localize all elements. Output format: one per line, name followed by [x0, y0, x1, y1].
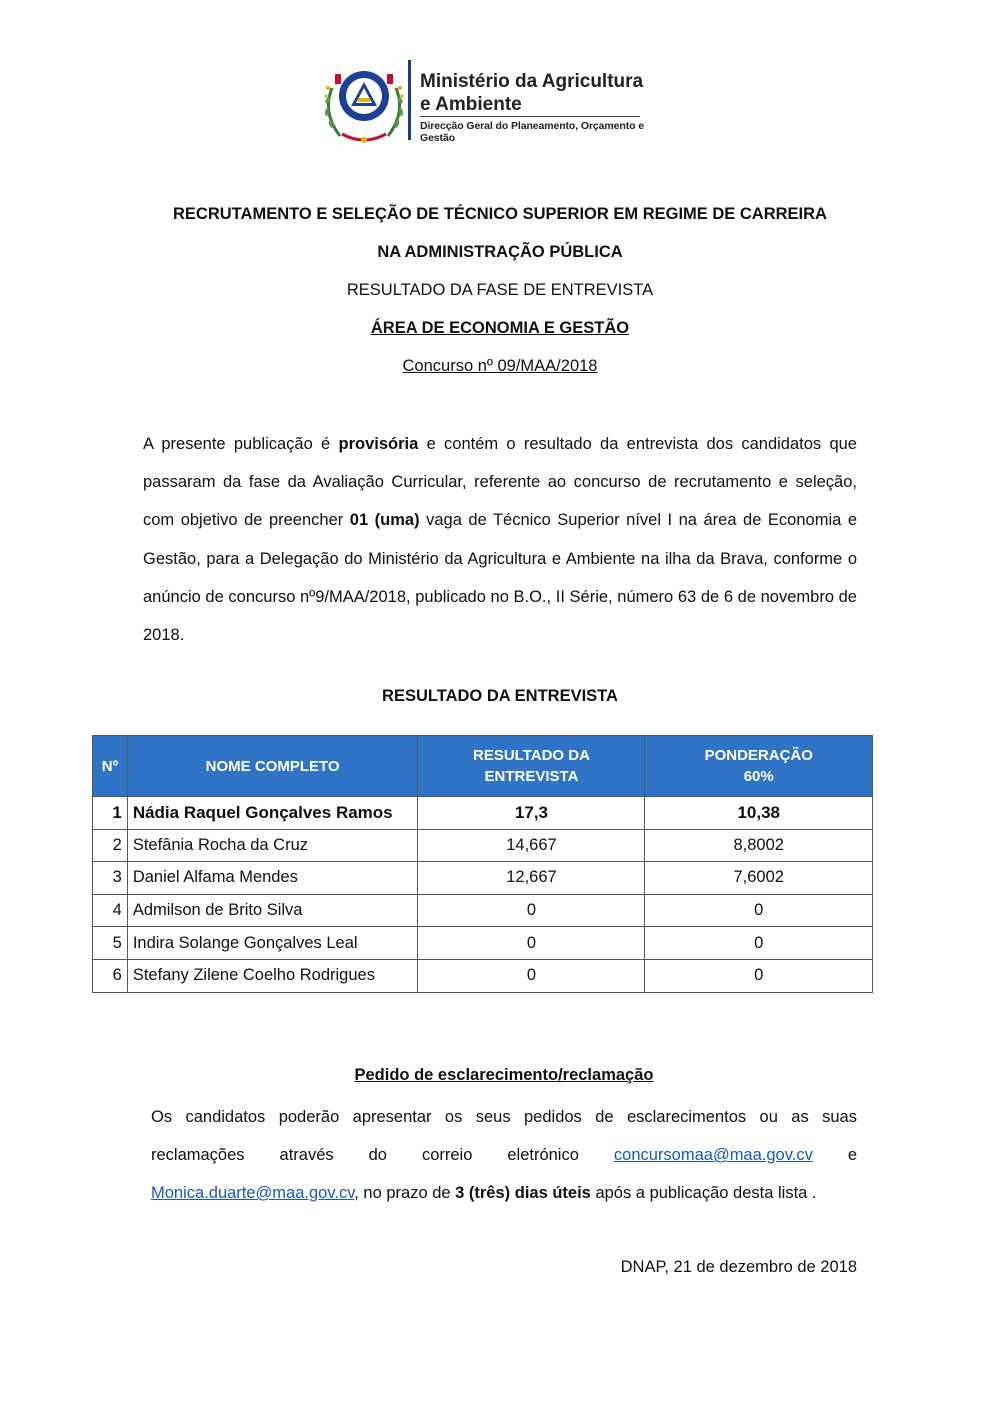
ministry-name	[420, 70, 643, 116]
table-row	[93, 862, 873, 895]
row-number: 4	[93, 894, 128, 927]
directorate-name: Direcção Geral do Planeamento, Orçamento e Gestão	[420, 120, 644, 144]
claims-text-1: Os candidatos poderão apresentar os seus pedidos de esclarecimentos ou as suas reclamações através do correio eletrónico	[151, 1108, 857, 1164]
claims-text-4: após a publicação desta lista .	[590, 1184, 817, 1202]
date-line: DNAP, 21 de dezembro de 2018	[620, 1258, 857, 1276]
interview-result: 14,667	[418, 829, 645, 862]
candidate-name: Stefany Zilene Coelho Rodrigues	[127, 959, 418, 992]
interview-result: 0	[418, 894, 645, 927]
email-link-concursos[interactable]: concursomaa@maa.gov.cv	[613, 1146, 813, 1164]
intro-paragraph	[143, 425, 857, 654]
col-result	[418, 736, 645, 797]
ministry-line-2: e Ambiente	[420, 94, 522, 115]
title-line-3: RESULTADO DA FASE DE ENTREVISTA	[346, 281, 654, 299]
interview-result: 0	[418, 927, 645, 960]
row-number: 5	[93, 927, 128, 960]
title-line-1: RECRUTAMENTO E SELEÇÃO DE TÉCNICO SUPERIOR EM REGIME DE CARREIRA	[173, 205, 827, 223]
coat-of-arms-icon	[318, 58, 410, 148]
concurso-number: Concurso nº 09/MAA/2018	[402, 357, 598, 375]
table-row	[93, 894, 873, 927]
candidate-name: Stefânia Rocha da Cruz	[127, 829, 418, 862]
intro-text-1: A presente publicação é	[143, 435, 339, 453]
row-number: 2	[93, 829, 128, 862]
weighted-score: 10,38	[645, 797, 873, 830]
row-number: 3	[93, 862, 128, 895]
interview-result: 12,667	[418, 862, 645, 895]
interview-result: 0	[418, 959, 645, 992]
ministry-line-1: Ministério da Agricultura	[420, 71, 644, 92]
col-weighting-line-1: PONDERAÇÃO	[704, 747, 813, 764]
intro-provisional: provisória	[338, 435, 419, 453]
col-result-line-2: ENTREVISTA	[484, 768, 579, 785]
row-number: 1	[93, 797, 128, 830]
table-row	[93, 959, 873, 992]
title-line-2: NA ADMINISTRAÇÃO PÚBLICA	[377, 243, 623, 261]
candidate-name: Nádia Raquel Gonçalves Ramos	[127, 797, 418, 830]
candidate-name: Admilson de Brito Silva	[127, 894, 418, 927]
row-number: 6	[93, 959, 128, 992]
weighted-score: 8,8002	[645, 829, 873, 862]
col-weighting-line-2: 60%	[743, 768, 774, 785]
intro-text-2: e contém o resultado da entrevista dos candidatos que passaram da fase da Avaliação Curricular, referente ao concurso de recrutamento e seleção, com objetivo de preencher	[143, 435, 857, 530]
table-row	[93, 797, 873, 830]
table-row	[93, 927, 873, 960]
candidate-name: Indira Solange Gonçalves Leal	[127, 927, 418, 960]
email-link-monica[interactable]: Monica.duarte@maa.gov.cv	[151, 1184, 355, 1202]
col-weighting	[645, 736, 873, 797]
interview-result: 17,3	[418, 797, 645, 830]
col-number: Nº	[93, 736, 128, 797]
weighted-score: 0	[645, 959, 873, 992]
results-heading: RESULTADO DA ENTREVISTA	[382, 687, 618, 705]
col-name: NOME COMPLETO	[127, 736, 418, 797]
weighted-score: 0	[645, 927, 873, 960]
table-header-row	[93, 736, 873, 797]
ministry-logo	[318, 58, 678, 148]
claims-text-3: , no prazo de	[354, 1184, 456, 1202]
claims-deadline: 3 (três) dias úteis	[455, 1184, 591, 1202]
claims-heading: Pedido de esclarecimento/reclamação	[354, 1066, 654, 1084]
directorate-rule	[420, 116, 640, 117]
candidate-name: Daniel Alfama Mendes	[127, 862, 418, 895]
intro-text-3: vaga de Técnico Superior nível I na área de Economia e Gestão, para a Delegação do Ministério da Agricultura e Ambiente na ilha da Brava, conforme o anúncio de concurso nº9/MAA/2018, publicado no B.O., II Série, número 63 de 6 de novembro de 2018.	[143, 511, 857, 645]
claims-paragraph	[151, 1098, 857, 1212]
weighted-score: 0	[645, 894, 873, 927]
area-title: ÁREA DE ECONOMIA E GESTÃO	[370, 319, 630, 337]
table-row	[93, 829, 873, 862]
intro-vacancy-count: 01 (uma)	[349, 511, 420, 530]
results-table	[92, 735, 873, 993]
weighted-score: 7,6002	[645, 862, 873, 895]
col-result-line-1: RESULTADO DA	[472, 747, 590, 764]
logo-divider	[408, 60, 411, 140]
claims-text-2: e	[812, 1146, 858, 1164]
